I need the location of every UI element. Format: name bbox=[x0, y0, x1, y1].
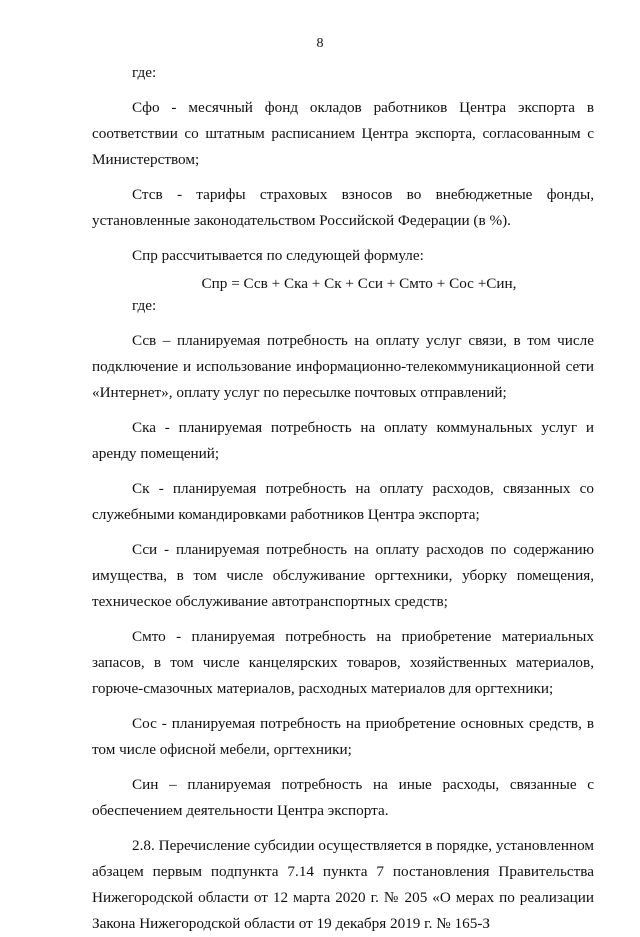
paragraph-sk: Ск - планируемая потребность на оплату расходов, связанных со служебными командировками работников Центра экспорта; bbox=[92, 480, 594, 523]
paragraph-ssv: Ссв – планируемая потребность на оплату услуг связи, в том числе подключение и использование информационно-телекоммуникационной сети «Интернет», оплату услуг по пересылке почтовых отправлений; bbox=[92, 332, 594, 401]
paragraph-sin: Син – планируемая потребность на иные расходы, связанные с обеспечением деятельности Центра экспорта. bbox=[92, 776, 594, 819]
paragraph-stsv: Стсв - тарифы страховых взносов во внебюджетные фонды, установленные законодательством Российской Федерации (в %). bbox=[92, 186, 594, 229]
paragraph-2-8: 2.8. Перечисление субсидии осуществляется в порядке, установленном абзацем первым подпункта 7.14 пункта 7 постановления Правительства Нижегородской области от 12 марта 2020 г. № 205 «О мерах по реализации Закона Нижегородской области от 19 декабря 2019 г. № 165-З bbox=[92, 837, 594, 932]
paragraph-spr-intro: Спр рассчитывается по следующей формуле: bbox=[132, 247, 424, 264]
page-number: 8 bbox=[316, 36, 324, 51]
paragraph-smto: Смто - планируемая потребность на приобретение материальных запасов, в том числе канцелярских товаров, хозяйственных материалов, горюче-смазочных материалов, расходных материалов для оргтехники; bbox=[92, 628, 594, 697]
paragraph-ssi: Сси - планируемая потребность на оплату расходов по содержанию имущества, в том числе обслуживание оргтехники, уборку помещения, техническое обслуживание автотранспортных средств; bbox=[92, 541, 594, 610]
document-body bbox=[92, 60, 594, 937]
paragraph-ska: Ска - планируемая потребность на оплату коммунальных услуг и аренду помещений; bbox=[92, 419, 594, 462]
paragraph-where-1: где: bbox=[132, 64, 157, 81]
paragraph-sos: Сос - планируемая потребность на приобретение основных средств, в том числе офисной мебели, оргтехники; bbox=[92, 715, 594, 758]
formula-spr: Спр = Ссв + Ска + Ск + Сси + Смто + Сос +Син, bbox=[201, 275, 517, 292]
paragraph-sfo: Сфо - месячный фонд окладов работников Центра экспорта в соответствии со штатным расписанием Центра экспорта, согласованным с Министерством; bbox=[92, 99, 594, 168]
paragraph-where-2: где: bbox=[132, 297, 157, 314]
